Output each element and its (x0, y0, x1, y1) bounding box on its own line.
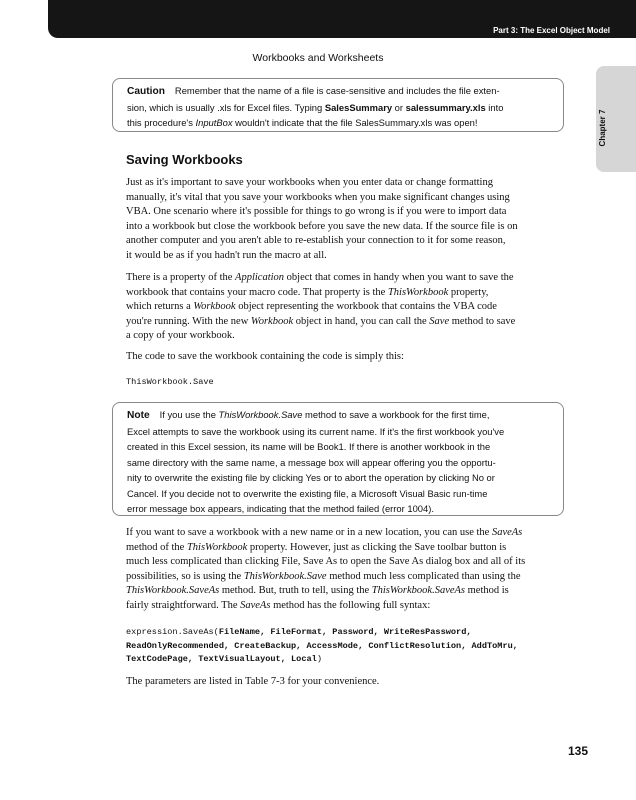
section-heading: Saving Workbooks (126, 152, 243, 167)
caution-label: Caution (127, 86, 165, 97)
paragraph-2: There is a property of the Application object that comes in handy when you want to save the workbook that contains your macro code. That property is the ThisWorkbook property, which returns a Workbook object representing the workbook that contains the VBA code you're running. With the new Workbook object in hand, you can call the Save method to save a copy of your workbook. (126, 272, 516, 342)
code-saveas-syntax: expression.SaveAs(FileName, FileFormat, Password, WriteResPassword, ReadOnlyRecommended, CreateBackup, AccessMode, ConflictResolution, AddToMru, TextCodePage, TextVisualLayout, Local) (126, 627, 518, 664)
note-label: Note (127, 410, 150, 421)
chapter-tab (596, 66, 636, 172)
code-this-workbook-save: ThisWorkbook.Save (126, 377, 214, 387)
note-line-1: Note If you use the ThisWorkbook.Save method to save a workbook for the first time, (127, 409, 490, 421)
paragraph-3: The code to save the workbook containing the code is simply this: (126, 351, 404, 362)
caution-line-1: Caution Remember that the name of a file is case-sensitive and includes the file exten- (127, 85, 500, 97)
caution-line-3: this procedure's InputBox wouldn't indicate that the file SalesSummary.xls was open! (127, 117, 478, 128)
paragraph-5: The parameters are listed in Table 7-3 for your convenience. (126, 676, 380, 687)
caution-line-2: sion, which is usually .xls for Excel files. Typing SalesSummary or salessummary.xls into (127, 101, 504, 113)
part-title: Part 3: The Excel Object Model (493, 26, 610, 35)
running-subhead: Workbooks and Worksheets (252, 52, 384, 64)
page-number: 135 (567, 744, 588, 758)
chapter-tab-label: Chapter 7 (598, 109, 607, 147)
caution-box (112, 78, 564, 132)
paragraph-1: Just as it's important to save your workbooks when you enter data or change formatting manually, it's vital that you save your workbooks when you make significant changes using VBA. One scenario where it's possible for things to go wrong is if you were to import data into a workbook but close the workbook before you save the new data. If the source file is on another computer and you aren't able to re-establish your connection to it for some reason, it would be as if you hadn't run the macro at all. (126, 177, 518, 261)
header-bar (48, 0, 636, 38)
paragraph-4: If you want to save a workbook with a new name or in a new location, you can use the SaveAs method of the ThisWorkbook property. However, just as clicking the Save toolbar button is much less complicated than clicking File, Save As to open the Save As dialog box and all of its possibilities, so is using the ThisWorkbook.Save method much less complicated than using the ThisWorkbook.SaveAs method. But, truth to tell, using the ThisWorkbook.SaveAs method is fairly straightforward. The SaveAs method has the following full syntax: (126, 527, 526, 611)
note-box: Note If you use the ThisWorkbook.Save method to save a workbook for the first time, Excel attempts to save the workbook using its current name. If it's the first workbook you've created in this Excel session, its name will be Book1. If there is another workbook in the same directory with the same name, a message box will appear offering you the opportu- nity to overwrite the existing file by clicking Yes or to abort the operation by clicking No or Cancel. If you decide not to overwrite the existing file, a Microsoft Visual Basic run-time error message box appears, indicating that the method failed (error 1004). (112, 402, 564, 516)
